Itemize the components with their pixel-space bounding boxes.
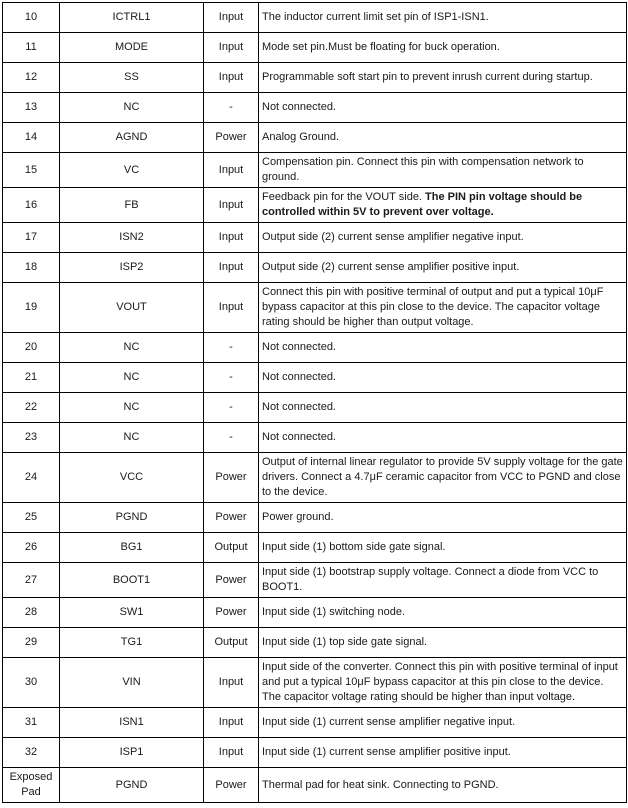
pin-number-cell: 28	[3, 598, 60, 628]
description-text: Input side (1) top side gate signal.	[262, 636, 428, 648]
description-text: The inductor current limit set pin of ISP1-ISN1.	[262, 11, 489, 23]
pin-number-cell: 21	[3, 363, 60, 393]
pin-description-cell	[259, 153, 627, 188]
table-row	[3, 253, 627, 283]
table-row	[3, 223, 627, 253]
pin-type-cell: Power	[204, 768, 259, 803]
pin-number-cell: 12	[3, 63, 60, 93]
table-row	[3, 563, 627, 598]
pin-description-table	[2, 2, 627, 803]
description-text: Not connected.	[262, 401, 336, 413]
pin-description-cell	[259, 123, 627, 153]
description-text: Output side (2) current sense amplifier positive input.	[262, 261, 520, 273]
pin-number-cell: 13	[3, 93, 60, 123]
pin-type-cell: Input	[204, 188, 259, 223]
pin-name-cell: PGND	[60, 768, 204, 803]
pin-type-cell: -	[204, 393, 259, 423]
pin-description-cell	[259, 363, 627, 393]
pin-description-cell	[259, 708, 627, 738]
pin-type-cell: -	[204, 333, 259, 363]
table-row	[3, 453, 627, 503]
pin-type-cell: -	[204, 363, 259, 393]
description-text: Connect this pin with positive terminal of output and put a typical 10μF bypass capacitor at this pin close to the device. The capacitor voltage rating should be higher than output voltage.	[262, 286, 604, 328]
pin-type-cell: Input	[204, 658, 259, 708]
table-row	[3, 708, 627, 738]
table-row	[3, 123, 627, 153]
pin-name-cell: TG1	[60, 628, 204, 658]
pin-description-cell	[259, 598, 627, 628]
pin-number-cell: 14	[3, 123, 60, 153]
pin-number-cell: 32	[3, 738, 60, 768]
pin-name-cell: NC	[60, 363, 204, 393]
pin-number-cell: 11	[3, 33, 60, 63]
pin-description-cell	[259, 738, 627, 768]
pin-name-cell: NC	[60, 333, 204, 363]
pin-name-cell: FB	[60, 188, 204, 223]
pin-type-cell: Power	[204, 453, 259, 503]
table-row	[3, 63, 627, 93]
pin-type-cell: Power	[204, 598, 259, 628]
description-text: Output of internal linear regulator to provide 5V supply voltage for the gate drivers. Connect a 4.7μF ceramic capacitor from VCC to PGND and close to the device.	[262, 456, 623, 498]
pin-name-cell: PGND	[60, 503, 204, 533]
pin-number-cell: 20	[3, 333, 60, 363]
pin-description-cell	[259, 3, 627, 33]
pin-number-cell: 26	[3, 533, 60, 563]
pin-type-cell: Power	[204, 503, 259, 533]
pin-number-cell: 19	[3, 283, 60, 333]
pin-type-cell: Input	[204, 3, 259, 33]
table-row	[3, 598, 627, 628]
pin-name-cell: MODE	[60, 33, 204, 63]
table-row	[3, 658, 627, 708]
description-text: Programmable soft start pin to prevent inrush current during startup.	[262, 71, 593, 83]
description-text: Not connected.	[262, 101, 336, 113]
pin-description-cell	[259, 658, 627, 708]
table-row	[3, 333, 627, 363]
pin-number-cell: 23	[3, 423, 60, 453]
pin-type-cell: Input	[204, 33, 259, 63]
table-row	[3, 363, 627, 393]
pin-name-cell: ISP2	[60, 253, 204, 283]
table-row	[3, 503, 627, 533]
pin-number-cell: 10	[3, 3, 60, 33]
pin-name-cell: ICTRL1	[60, 3, 204, 33]
description-text: Input side (1) bottom side gate signal.	[262, 541, 446, 553]
pin-number-cell: 17	[3, 223, 60, 253]
pin-type-cell: Input	[204, 283, 259, 333]
description-text: Not connected.	[262, 431, 336, 443]
table-row	[3, 93, 627, 123]
description-text: Not connected.	[262, 371, 336, 383]
pin-number-cell: 15	[3, 153, 60, 188]
pin-number-cell: 18	[3, 253, 60, 283]
pin-description-cell	[259, 188, 627, 223]
pin-name-cell: VIN	[60, 658, 204, 708]
table-row	[3, 393, 627, 423]
pin-description-cell	[259, 768, 627, 803]
pin-type-cell: Input	[204, 153, 259, 188]
pin-name-cell: SW1	[60, 598, 204, 628]
pin-name-cell: ISN1	[60, 708, 204, 738]
pin-type-cell: Input	[204, 63, 259, 93]
table-row	[3, 283, 627, 333]
pin-type-cell: Input	[204, 253, 259, 283]
pin-number-cell: Exposed Pad	[3, 768, 60, 803]
pin-name-cell: BG1	[60, 533, 204, 563]
pin-number-cell: 30	[3, 658, 60, 708]
pin-name-cell: NC	[60, 93, 204, 123]
description-text: Output side (2) current sense amplifier negative input.	[262, 231, 524, 243]
description-text: Input side (1) current sense amplifier negative input.	[262, 716, 516, 728]
pin-type-cell: -	[204, 93, 259, 123]
pin-description-cell	[259, 503, 627, 533]
pin-number-cell: 25	[3, 503, 60, 533]
pin-description-cell	[259, 283, 627, 333]
pin-type-cell: Output	[204, 533, 259, 563]
pin-description-cell	[259, 253, 627, 283]
pin-description-cell	[259, 63, 627, 93]
pin-name-cell: ISN2	[60, 223, 204, 253]
description-text: Not connected.	[262, 341, 336, 353]
pin-description-cell	[259, 223, 627, 253]
pin-name-cell: VC	[60, 153, 204, 188]
table-row	[3, 628, 627, 658]
description-text: Input side of the converter. Connect this pin with positive terminal of input and put a typical 10μF bypass capacitor at this pin close to the device. The capacitor voltage rating should be higher than input voltage.	[262, 661, 618, 703]
pin-name-cell: BOOT1	[60, 563, 204, 598]
pin-number-cell: 29	[3, 628, 60, 658]
pin-name-cell: VCC	[60, 453, 204, 503]
description-text: Power ground.	[262, 511, 334, 523]
description-text: Feedback pin for the VOUT side.	[262, 191, 426, 203]
pin-number-cell: 22	[3, 393, 60, 423]
pin-description-cell	[259, 628, 627, 658]
pin-type-cell: Input	[204, 738, 259, 768]
table-row	[3, 3, 627, 33]
table-row	[3, 188, 627, 223]
description-text: Thermal pad for heat sink. Connecting to PGND.	[262, 778, 499, 791]
pin-name-cell: ISP1	[60, 738, 204, 768]
description-text: Analog Ground.	[262, 131, 340, 143]
pin-name-cell: NC	[60, 393, 204, 423]
pin-type-cell: Power	[204, 123, 259, 153]
pin-name-cell: SS	[60, 63, 204, 93]
pin-name-cell: NC	[60, 423, 204, 453]
pin-number-cell: 31	[3, 708, 60, 738]
description-text: Input side (1) switching node.	[262, 606, 406, 618]
table-row	[3, 153, 627, 188]
pin-description-cell	[259, 453, 627, 503]
pin-type-cell: -	[204, 423, 259, 453]
pin-description-cell	[259, 423, 627, 453]
table-row	[3, 768, 627, 803]
pin-type-cell: Input	[204, 223, 259, 253]
pin-description-cell	[259, 393, 627, 423]
table-row	[3, 533, 627, 563]
description-text: Input side (1) current sense amplifier positive input.	[262, 746, 511, 758]
pin-name-cell: VOUT	[60, 283, 204, 333]
description-bold-text: The PIN pin voltage should be controlled within 5V to prevent over voltage.	[262, 191, 583, 218]
table-row	[3, 738, 627, 768]
description-text: Mode set pin.Must be floating for buck operation.	[262, 41, 500, 53]
pin-description-cell	[259, 333, 627, 363]
pin-type-cell: Input	[204, 708, 259, 738]
pin-description-cell	[259, 533, 627, 563]
pin-description-cell	[259, 563, 627, 598]
pin-name-cell: AGND	[60, 123, 204, 153]
pin-type-cell: Output	[204, 628, 259, 658]
pin-number-cell: 27	[3, 563, 60, 598]
description-text: Input side (1) bootstrap supply voltage. Connect a diode from VCC to BOOT1.	[262, 566, 599, 593]
pin-description-cell	[259, 93, 627, 123]
pin-description-cell	[259, 33, 627, 63]
table-row	[3, 33, 627, 63]
pin-number-cell: 24	[3, 453, 60, 503]
pin-table-body	[3, 3, 627, 803]
pin-number-cell: 16	[3, 188, 60, 223]
pin-type-cell: Power	[204, 563, 259, 598]
table-row	[3, 423, 627, 453]
description-text: Compensation pin. Connect this pin with compensation network to ground.	[262, 156, 584, 183]
